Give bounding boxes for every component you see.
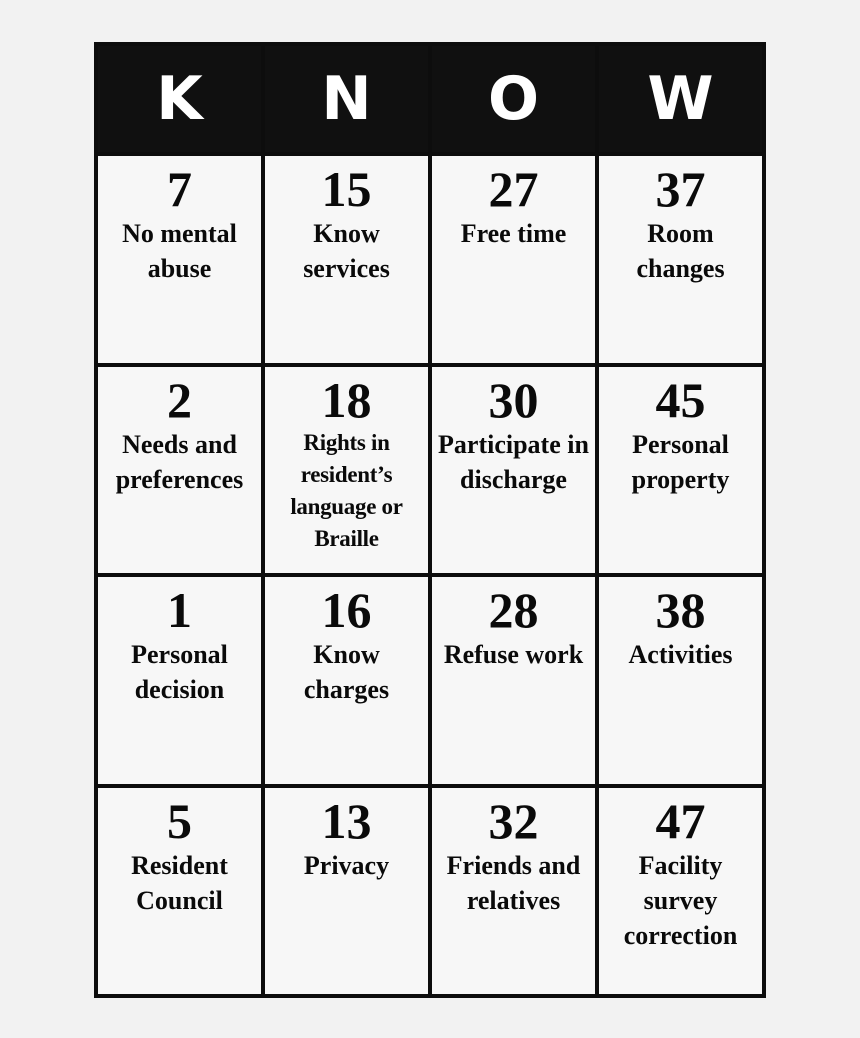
cell-label: Friends and relatives xyxy=(446,850,581,915)
cell-number: 45 xyxy=(655,371,706,428)
bingo-cell[interactable] xyxy=(98,156,261,363)
cell-label: Know services xyxy=(303,219,390,283)
cell-label: No mental abuse xyxy=(122,219,237,283)
header-letter-k: K xyxy=(98,46,261,152)
cell-number: 15 xyxy=(321,161,372,217)
bingo-cell[interactable] xyxy=(98,788,261,995)
bingo-cell[interactable] xyxy=(432,367,595,574)
cell-number: 13 xyxy=(321,792,372,849)
cell-label: Needs and preferences xyxy=(115,429,244,494)
cell-label: Free time xyxy=(460,219,567,248)
header-letter-w: W xyxy=(599,46,762,152)
bingo-cell[interactable] xyxy=(265,367,428,574)
cell-number: 5 xyxy=(167,792,192,849)
cell-number: 2 xyxy=(167,371,192,428)
bingo-cell[interactable] xyxy=(432,788,595,995)
cell-number: 18 xyxy=(321,371,372,428)
cell-label: Personal decision xyxy=(131,640,228,704)
bingo-cell[interactable] xyxy=(599,367,762,574)
bingo-cell[interactable] xyxy=(432,156,595,363)
cell-number: 16 xyxy=(321,582,372,638)
bingo-cell[interactable] xyxy=(98,367,261,574)
cell-label: Privacy xyxy=(303,850,390,880)
bingo-cell[interactable] xyxy=(265,156,428,363)
cell-label: Facility survey correction xyxy=(623,850,738,950)
cell-label: Personal property xyxy=(631,429,730,494)
header-letter-o: O xyxy=(432,46,595,152)
bingo-cell[interactable] xyxy=(599,577,762,784)
bingo-card xyxy=(94,42,766,998)
cell-label: Refuse work xyxy=(443,640,584,669)
header-letter-n: N xyxy=(265,46,428,152)
cell-label: Rights in resident’s language or Braille xyxy=(290,429,403,551)
bingo-cell[interactable] xyxy=(432,577,595,784)
cell-number: 30 xyxy=(488,371,539,428)
cell-number: 37 xyxy=(655,161,706,217)
cell-number: 47 xyxy=(655,792,706,849)
cell-label: Know charges xyxy=(303,640,390,704)
bingo-cell[interactable] xyxy=(265,577,428,784)
cell-label: Resident Council xyxy=(131,850,228,915)
bingo-cell[interactable] xyxy=(599,788,762,995)
cell-number: 27 xyxy=(488,161,539,217)
cell-number: 7 xyxy=(167,161,192,217)
cell-label: Activities xyxy=(628,640,733,669)
bingo-cell[interactable] xyxy=(98,577,261,784)
cell-number: 32 xyxy=(488,792,539,849)
cell-number: 28 xyxy=(488,582,539,638)
cell-label: Participate in discharge xyxy=(438,429,589,494)
cell-number: 38 xyxy=(655,582,706,638)
bingo-cell[interactable] xyxy=(599,156,762,363)
cell-label: Room changes xyxy=(636,219,725,283)
bingo-cell[interactable] xyxy=(265,788,428,995)
cell-number: 1 xyxy=(167,582,192,638)
